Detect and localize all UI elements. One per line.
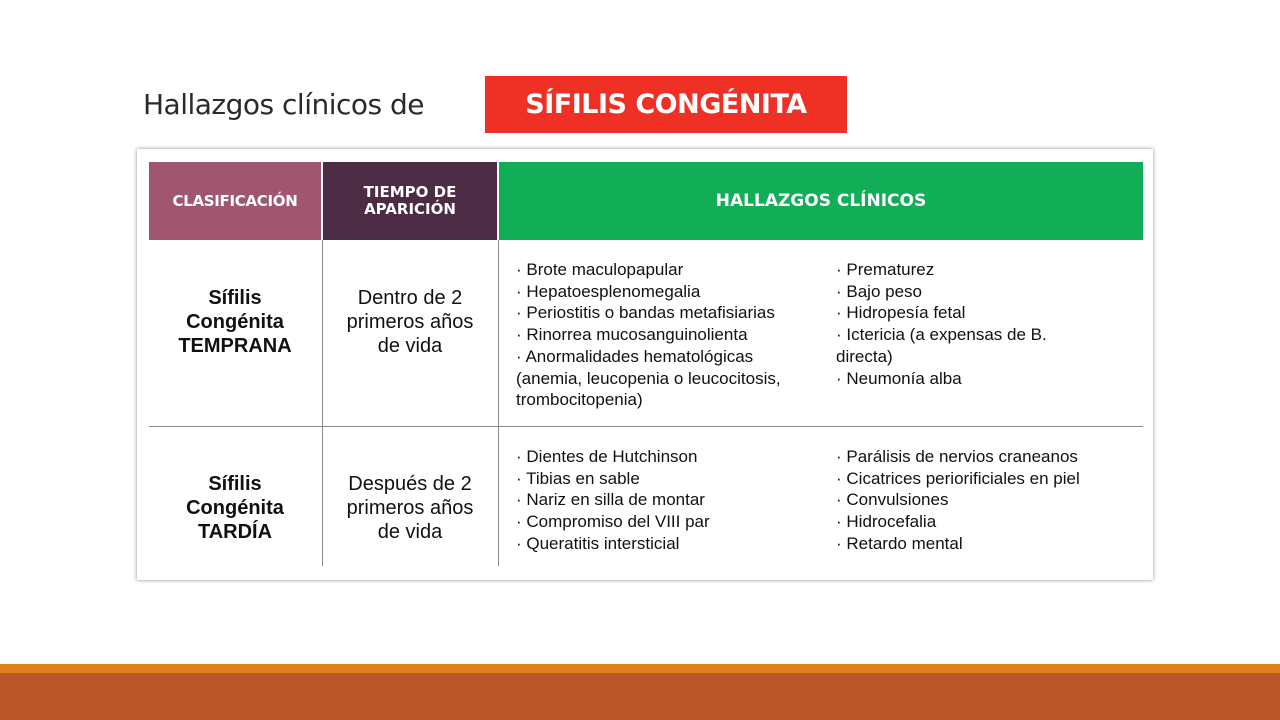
classification-line: TEMPRANA [178,335,292,357]
finding-item: · Tibias en sable [516,468,640,488]
row-early-findings-right [836,259,1047,389]
header-findings [499,162,1143,240]
finding-item: · Ictericia (a expensas de B. [836,325,1047,345]
finding-item: · Compromiso del VIII par [516,512,710,532]
finding-item: · Bajo peso [836,281,922,301]
findings-table [137,149,1153,580]
header-time [323,162,497,240]
finding-item: · Neumonía alba [836,368,962,388]
header-findings-label: HALLAZGOS CLÍNICOS [715,191,927,211]
title-prefix: Hallazgos clínicos de [143,88,425,121]
header-time-line1: TIEMPO DE [363,183,457,201]
row-late-findings-left [516,446,710,555]
time-line: primeros años [346,497,474,519]
title-highlight: SÍFILIS CONGÉNITA [485,76,847,133]
row-early-classification [149,286,321,358]
row-early-time [323,286,497,358]
time-line: Después de 2 [348,473,472,495]
time-line: de vida [377,335,443,357]
finding-item: · Anormalidades hematológicas [516,346,754,366]
row-late-classification [149,472,321,544]
row-early-findings-left [516,259,781,411]
finding-item: directa) [836,346,893,366]
time-line: de vida [377,521,443,543]
header-time-line2: APARICIÓN [364,200,456,218]
column-divider [498,240,499,566]
classification-line: Sífilis [208,473,262,495]
row-divider [149,426,1143,427]
finding-item: · Nariz en silla de montar [516,490,705,510]
finding-item: · Hidropesía fetal [836,303,966,323]
footer-accent-bar [0,664,1280,673]
finding-item: · Dientes de Hutchinson [516,447,698,466]
finding-item: · Parálisis de nervios craneanos [836,447,1078,466]
finding-item: (anemia, leucopenia o leucocitosis, [516,368,781,388]
finding-item: · Hidrocefalia [836,512,937,532]
header-classification-label: CLASIFICACIÓN [172,192,298,210]
row-late-time [323,472,497,544]
finding-item: · Cicatrices periorificiales en piel [836,468,1080,488]
finding-item: · Rinorrea mucosanguinolienta [516,325,748,345]
finding-item: · Convulsiones [836,490,949,510]
finding-item: · Hepatoesplenomegalia [516,281,701,301]
time-line: primeros años [346,311,474,333]
finding-item: · Prematurez [836,260,935,279]
slide-title [143,76,807,133]
row-late-findings-right [836,446,1080,555]
finding-item: · Queratitis intersticial [516,533,680,553]
time-line: Dentro de 2 [357,287,463,309]
classification-line: Congénita [186,311,284,333]
footer-bar [0,673,1280,720]
header-classification [149,162,321,240]
finding-item: · Brote maculopapular [516,260,684,279]
classification-line: Sífilis [208,287,262,309]
finding-item: · Retardo mental [836,533,963,553]
classification-line: TARDÍA [197,521,273,543]
finding-item: trombocitopenia) [516,390,643,410]
classification-line: Congénita [186,497,284,519]
finding-item: · Periostitis o bandas metafisiarias [516,303,775,323]
